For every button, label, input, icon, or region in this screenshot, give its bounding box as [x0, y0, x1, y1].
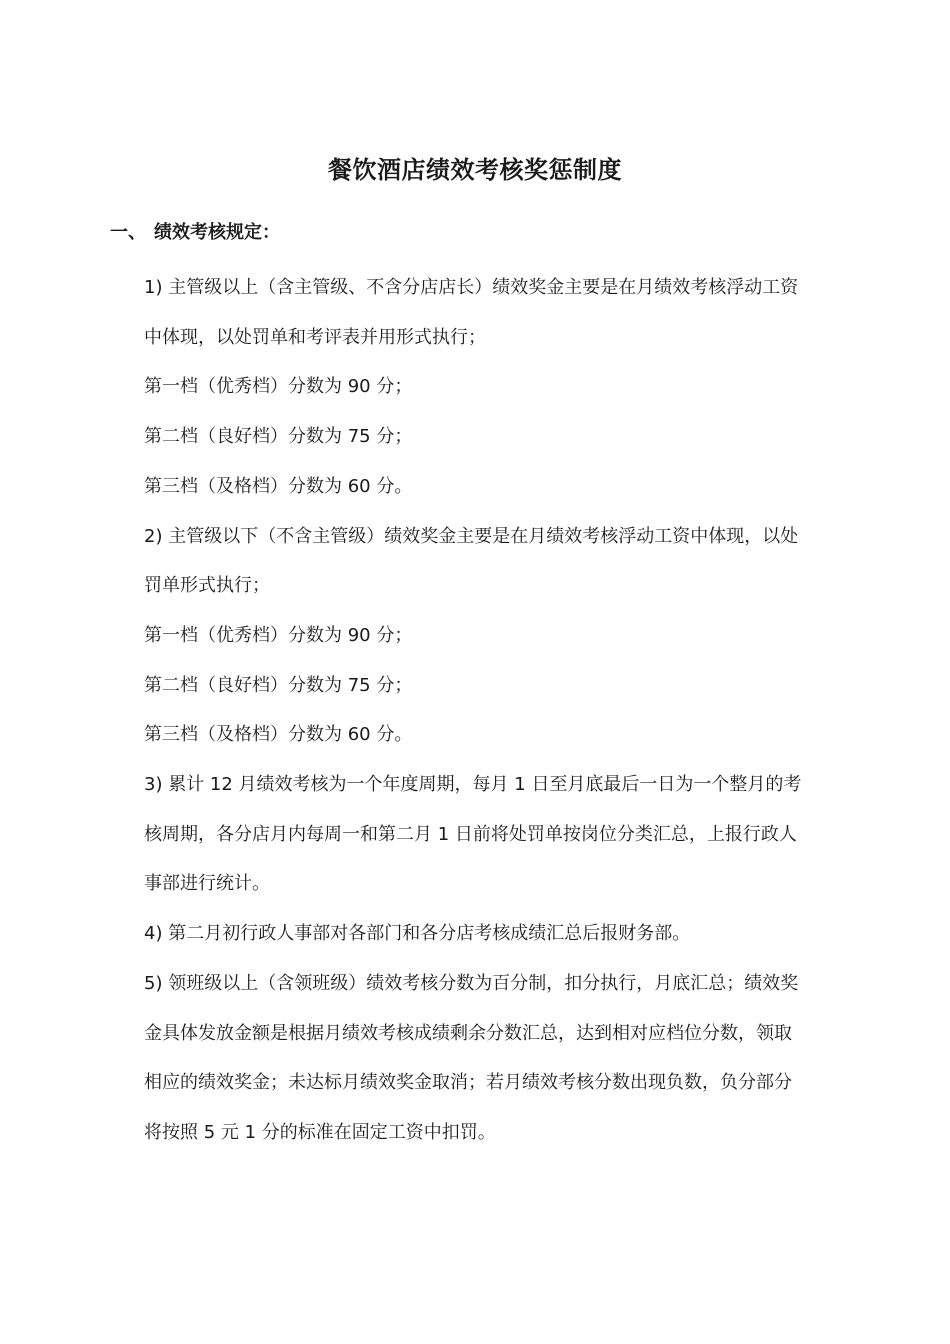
- paragraph-item-2: 2) 主管级以下（不含主管级）绩效奖金主要是在月绩效考核浮动工资中体现，以处罚单形式执行；: [144, 525, 799, 597]
- paragraph-item-1: 1) 主管级以上（含主管级、不含分店店长）绩效奖金主要是在月绩效考核浮动工资中体现，以处罚单和考评表并用形式执行；: [144, 277, 799, 348]
- paragraph-tier-2: 第二档（良好档）分数为 75 分；: [144, 674, 413, 696]
- paragraph-item-5: 5) 领班级以上（含领班级）绩效考核分数为百分制，扣分执行，月底汇总；绩效奖金具体发放金额是根据月绩效考核成绩剩余分数汇总，达到相对应档位分数，领取相应的绩效奖金；未达标月绩效奖金取消；若月绩效考核分数出现负数，负分部分将按照 5 元 1 分的标准在固定工资中扣罚。: [144, 972, 799, 1143]
- paragraph-tier-3: 第三档（及格档）分数为 60 分。: [144, 475, 413, 497]
- document-title: 餐饮酒店绩效考核奖惩制度: [328, 156, 622, 184]
- paragraph-item-4: 4) 第二月初行政人事部对各部门和各分店考核成绩汇总后报财务部。: [144, 923, 691, 945]
- paragraph-tier-1: 第一档（优秀档）分数为 90 分；: [144, 376, 413, 398]
- section-heading: [110, 218, 280, 248]
- paragraph-tier-3: 第三档（及格档）分数为 60 分。: [144, 724, 413, 746]
- paragraph-tier-1: 第一档（优秀档）分数为 90 分；: [144, 624, 413, 646]
- document-body: [144, 263, 809, 1158]
- paragraph-tier-2: 第二档（良好档）分数为 75 分；: [144, 426, 413, 448]
- section-heading-text: 绩效考核规定：: [154, 222, 280, 243]
- paragraph-item-3: 3) 累计 12 月绩效考核为一个年度周期，每月 1 日至月底最后一日为一个整月的考核周期，各分店月内每周一和第二月 1 日前将处罚单按岗位分类汇总，上报行政人事部进行统计。: [144, 774, 802, 895]
- section-number: 一、: [110, 222, 146, 243]
